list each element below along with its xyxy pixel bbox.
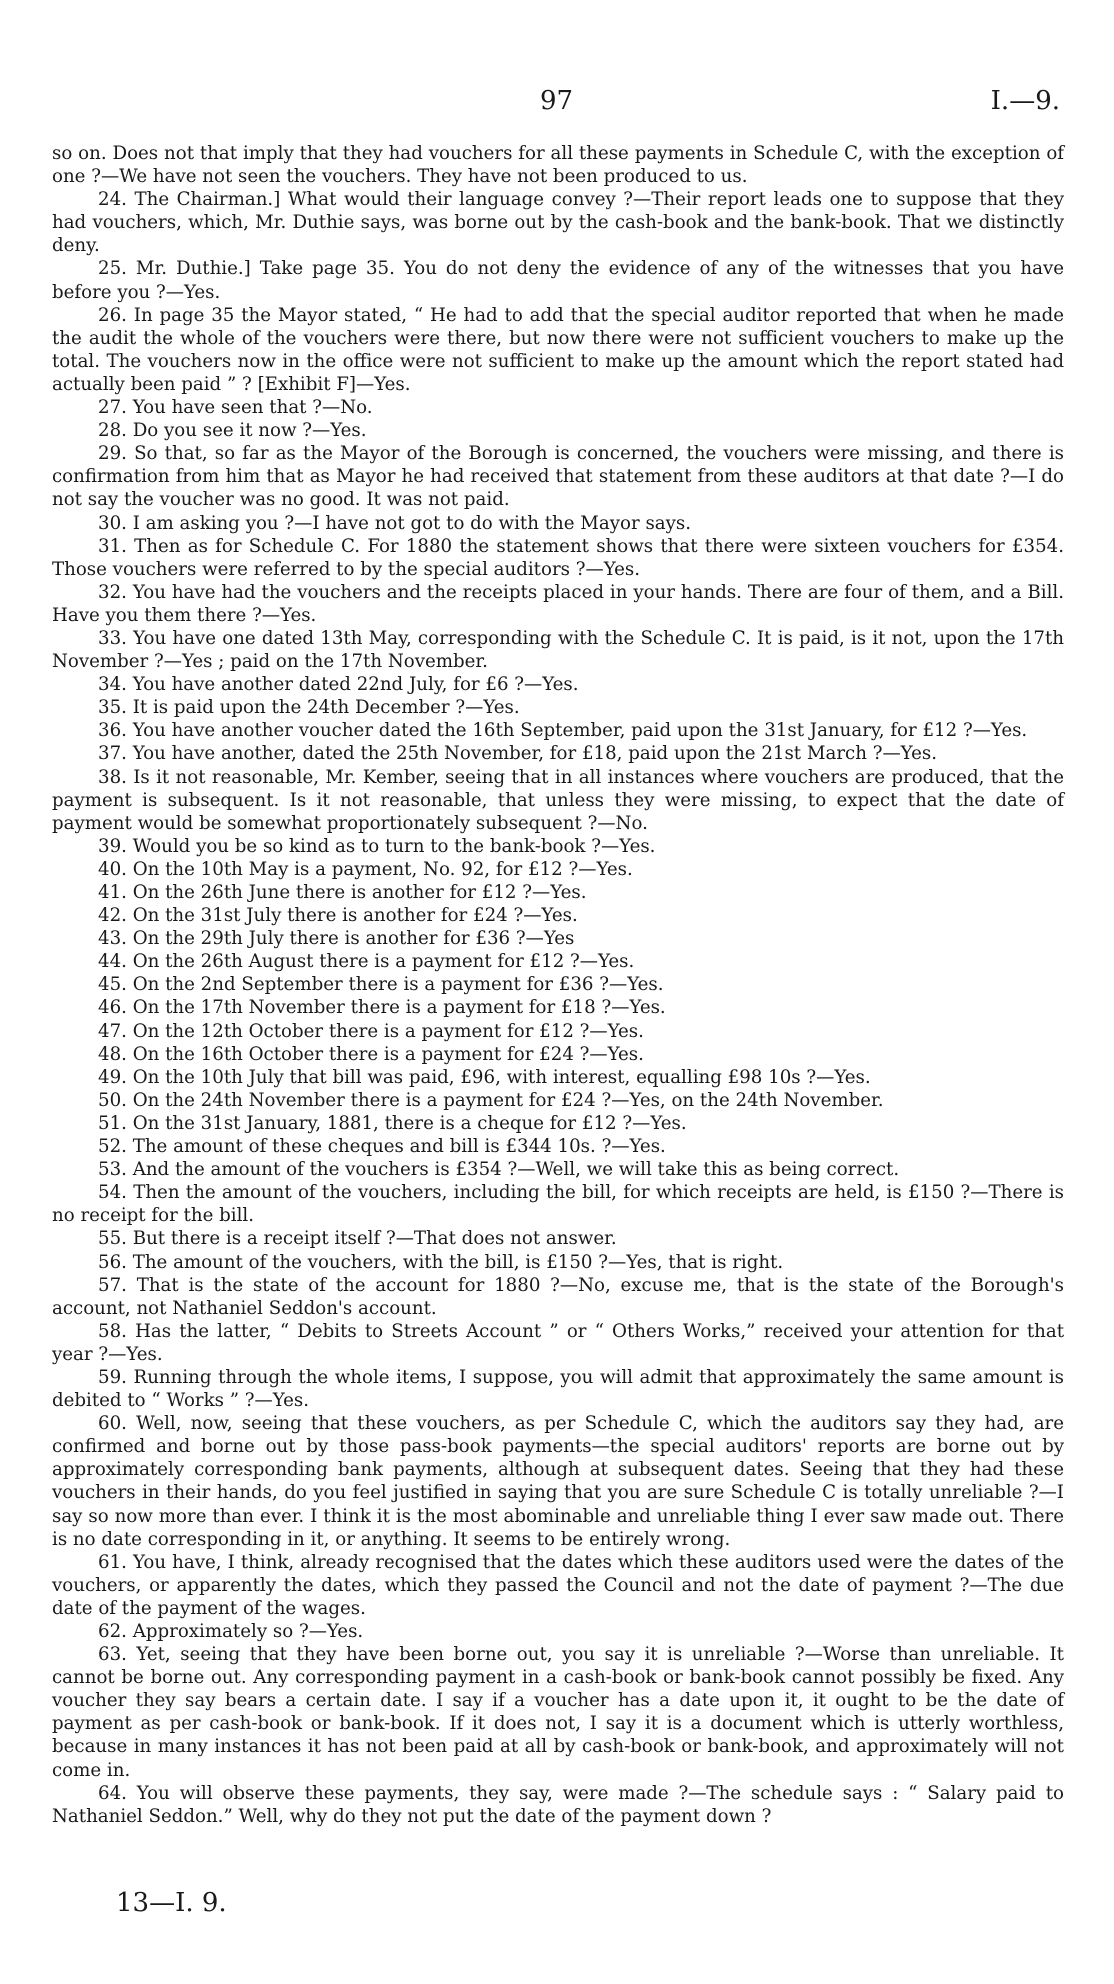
paragraph-24: 24. The Chairman.] What would their language convey ?—Their report leads one to suppose that they had vouchers, which, Mr. Duthie says, was borne out by the cash-book and the bank-book. That we distinctly deny.	[52, 189, 1064, 257]
paragraph-62: 62. Approximately so ?—Yes.	[98, 1621, 364, 1642]
paragraph-58: 58. Has the latter, “ Debits to Streets Account ” or “ Others Works,” received your attention for that year ?—Yes.	[52, 1320, 1064, 1365]
paragraph-63: 63. Yet, seeing that they have been borne out, you say it is unreliable ?—Worse than unreliable. It cannot be borne out. Any corresponding payment in a cash-book or bank-book cannot possibly be fixed. Any voucher they say bears a certain date. I say if a voucher has a date upon it, it ought to be the date of payment as per cash-book or bank-book. If it does not, I say it is a document which is utterly worthless, because in many instances it has not been paid at all by cash-book or bank-book, and approximately will not come in.	[52, 1644, 1064, 1781]
paragraph-continuation: so on. Does not that imply that they had vouchers for all these payments in Schedule C, with the exception of one ?—We have not seen the vouchers. They have not been produced to us.	[52, 143, 1064, 188]
paragraph-34: 34. You have another dated 22nd July, for £6 ?—Yes.	[98, 674, 579, 696]
paragraph-43: 43. On the 29th July there is another for £36 ?—Yes	[98, 928, 575, 950]
paragraph-29: 29. So that, so far as the Mayor of the Borough is concerned, the vouchers were missing, and there is confirmation from him that as Mayor he had received that statement from these auditors at that date ?—I do not say the voucher was no good. It was not paid.	[52, 443, 1064, 511]
paragraph-27: 27. You have seen that ?—No.	[98, 397, 373, 419]
paragraph-64: 64. You will observe these payments, they say, were made ?—The schedule says : “ Salary paid to Nathaniel Seddon.” Well, why do they not put the date of the payment down ?	[52, 1782, 1064, 1827]
paragraph-59: 59. Running through the whole items, I suppose, you will admit that approximately the same amount is debited to “ Works ” ?—Yes.	[52, 1366, 1064, 1412]
paragraph-32: 32. You have had the vouchers and the receipts placed in your hands. There are four of them, and a Bill. Have you them there ?—Yes.	[52, 581, 1064, 626]
paragraph-45: 45. On the 2nd September there is a payment for £36 ?—Yes.	[98, 974, 664, 996]
paragraph-44: 44. On the 26th August there is a payment for £12 ?—Yes.	[98, 951, 635, 973]
paragraph-38: 38. Is it not reasonable, Mr. Kember, seeing that in all instances where vouchers are produced, that the payment is subsequent. Is it not reasonable, that unless they were missing, to expect that the date of payment would be somewhat proportionately subsequent ?—No.	[52, 766, 1064, 834]
paragraph-53: 53. And the amount of the vouchers is £354 ?—Well, we will take this as being correct.	[98, 1159, 900, 1181]
paragraph-30: 30. I am asking you ?—I have not got to do with the Mayor says.	[98, 512, 692, 534]
paragraph-52: 52. The amount of these cheques and bill is £344 10s. ?—Yes.	[98, 1136, 666, 1158]
document-reference: I.—9.	[990, 86, 1060, 116]
paragraph-55: 55. But there is a receipt itself ?—That does not answer.	[98, 1228, 617, 1250]
paragraph-50: 50. On the 24th November there is a payment for £24 ?—Yes, on the 24th November.	[98, 1089, 884, 1111]
paragraph-54: 54. Then the amount of the vouchers, including the bill, for which receipts are held, is £150 ?—There is no receipt for the bill.	[52, 1182, 1064, 1227]
paragraph-48: 48. On the 16th October there is a payment for £24 ?—Yes.	[98, 1043, 644, 1065]
paragraph-35: 35. It is paid upon the 24th December ?—Yes.	[98, 697, 520, 719]
paragraph-49: 49. On the 10th July that bill was paid, £96, with interest, equalling £98 10s ?—Yes.	[98, 1066, 871, 1088]
paragraph-33: 33. You have one dated 13th May, corresponding with the Schedule C. It is paid, is it not, upon the 17th November ?—Yes ; paid on the 17th November.	[52, 627, 1064, 673]
paragraph-31: 31. Then as for Schedule C. For 1880 the statement shows that there were sixteen vouchers for £354. Those vouchers were referred to by the special auditors ?—Yes.	[52, 535, 1064, 580]
paragraph-28: 28. Do you see it now ?—Yes.	[98, 420, 367, 442]
paragraph-39: 39. Would you be so kind as to turn to the bank-book ?—Yes.	[98, 835, 656, 857]
page-header	[0, 86, 1114, 120]
paragraph-47: 47. On the 12th October there is a payment for £12 ?—Yes.	[98, 1020, 644, 1042]
paragraph-26: 26. In page 35 the Mayor stated, “ He had to add that the special auditor reported that when he made the audit the whole of the vouchers were there, but now there were not sufficient vouchers to make up the total. The vouchers now in the office were not sufficient to make up the amount which the report stated had actually been paid ” ? [Exhibit F]—Yes.	[52, 304, 1064, 395]
paragraph-51: 51. On the 31st January, 1881, there is a cheque for £12 ?—Yes.	[98, 1112, 687, 1134]
paragraph-36: 36. You have another voucher dated the 16th September, paid upon the 31st January, for £12 ?—Yes.	[98, 720, 1028, 742]
paragraph-57: 57. That is the state of the account for 1880 ?—No, excuse me, that is the state of the Borough's account, not Nathaniel Seddon's account.	[52, 1274, 1064, 1319]
paragraph-56: 56. The amount of the vouchers, with the bill, is £150 ?—Yes, that is right.	[98, 1251, 784, 1273]
paragraph-61: 61. You have, I think, already recognised that the dates which these auditors used were the dates of the vouchers, or apparently the dates, which they passed the Council and not the date of payment ?—The due date of the payment of the wages.	[52, 1551, 1064, 1619]
paragraph-37: 37. You have another, dated the 25th November, for £18, paid upon the 21st March ?—Yes.	[98, 743, 937, 765]
paragraph-42: 42. On the 31st July there is another for £24 ?—Yes.	[98, 905, 578, 927]
paragraph-25: 25. Mr. Duthie.] Take page 35. You do not deny the evidence of any of the witnesses that you have before you ?—Yes.	[52, 258, 1064, 303]
page-number: 97	[540, 86, 574, 116]
paragraph-41: 41. On the 26th June there is another for £12 ?—Yes.	[98, 882, 587, 903]
paragraph-40: 40. On the 10th May is a payment, No. 92, for £12 ?—Yes.	[98, 858, 633, 880]
paragraph-60: 60. Well, now, seeing that these vouchers, as per Schedule C, which the auditors say they had, are confirmed and borne out by those pass-book payments—the special auditors' reports are borne out by approximately corresponding bank payments, although at subsequent dates. Seeing that they had these vouchers in their hands, do you feel justified in saying that you are sure Schedule C is totally unreliable ?—I say so now more than ever. I think it is the most abominable and unreliable thing I ever saw made out. There is no date corresponding in it, or anything. It seems to be entirely wrong.	[52, 1413, 1064, 1550]
signature-mark: 13—I. 9.	[116, 1888, 227, 1918]
testimony-text	[52, 142, 1064, 1828]
paragraph-46: 46. On the 17th November there is a payment for £18 ?—Yes.	[98, 997, 666, 1019]
